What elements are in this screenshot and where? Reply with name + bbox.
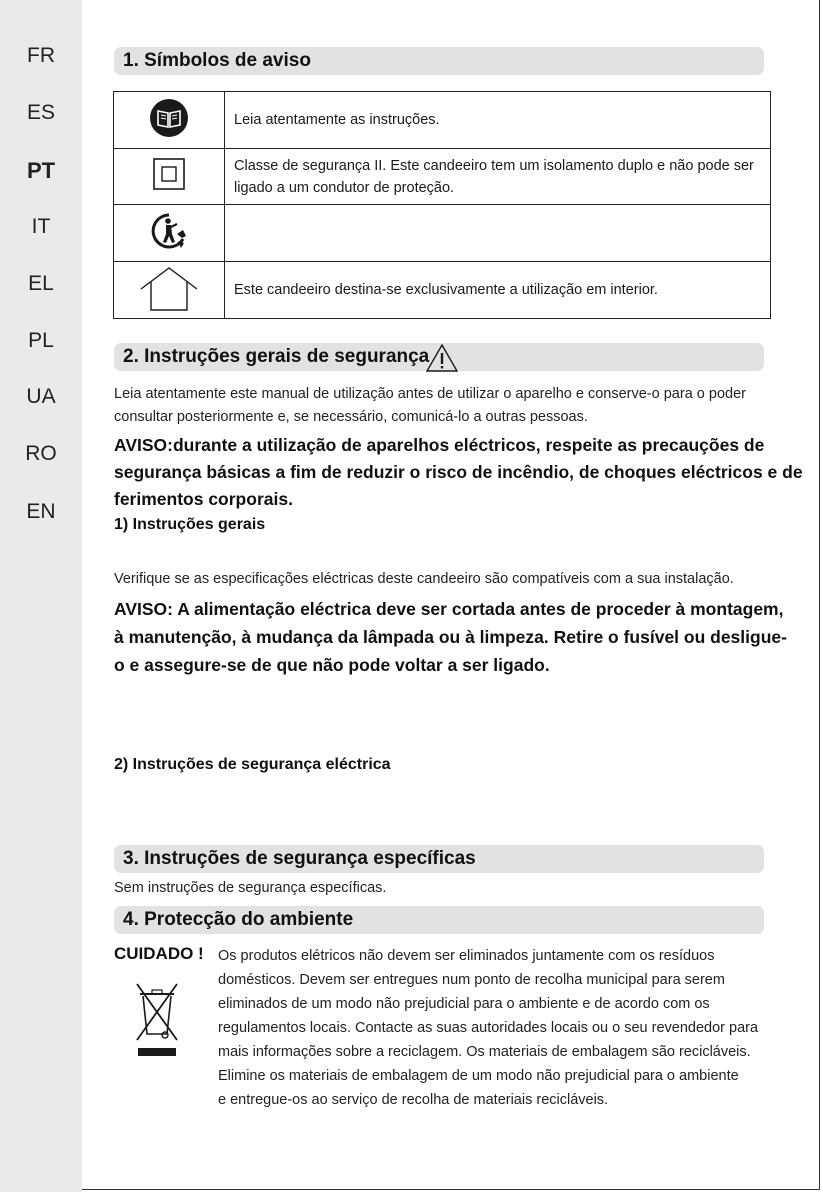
aviso-line: AVISO: A alimentação eléctrica deve ser cortada antes de proceder à montagem, xyxy=(114,599,784,619)
lang-pl[interactable]: PL xyxy=(28,329,54,352)
symbol-text: Este candeeiro destina-se exclusivamente a utilização em interior. xyxy=(225,262,771,319)
symbol-text xyxy=(225,205,771,262)
warning-line: segurança básicas a fim de reduzir o risco de incêndio, de choques eléctricos e de xyxy=(114,462,803,482)
env-line: domésticos. Devem ser entregues num ponto de recolha municipal para serem xyxy=(218,972,725,988)
section3-text: Sem instruções de segurança específicas. xyxy=(114,880,387,896)
aviso-line: à manutenção, à mudança da lâmpada ou à limpeza. Retire o fusível ou desligue- xyxy=(114,627,787,647)
warning-triangle-icon xyxy=(425,343,459,373)
caution-label: CUIDADO ! xyxy=(114,944,204,963)
symbol-text: Classe de segurança II. Este candeeiro tem um isolamento duplo e não pode ser ligado a um condutor de proteção. xyxy=(225,149,771,205)
symbol-icon-cell xyxy=(114,92,225,149)
language-sidebar xyxy=(0,0,82,1192)
warning-line: ferimentos corporais. xyxy=(114,489,293,509)
recycling-person-icon xyxy=(149,212,189,250)
symbol-row xyxy=(114,92,771,149)
env-line: mais informações sobre a reciclagem. Os materiais de embalagem são recicláveis. xyxy=(218,1044,751,1060)
symbol-row xyxy=(114,262,771,319)
lang-pt[interactable]: PT xyxy=(26,158,56,183)
section4-title: 4. Protecção do ambiente xyxy=(114,906,764,934)
symbol-row xyxy=(114,205,771,262)
symbol-icon-cell xyxy=(114,262,225,319)
lang-it[interactable]: IT xyxy=(31,215,51,238)
env-line: Elimine os materiais de embalagem de um modo não prejudicial para o ambiente xyxy=(218,1068,739,1084)
subheading-electrical: 2) Instruções de segurança eléctrica xyxy=(114,756,391,773)
section3-title: 3. Instruções de segurança específicas xyxy=(114,845,764,873)
lang-ua[interactable]: UA xyxy=(26,385,56,408)
lang-en[interactable]: EN xyxy=(26,500,56,523)
lang-el[interactable]: EL xyxy=(28,272,54,295)
class-ii-icon xyxy=(152,157,186,191)
env-line: eliminados de um modo não prejudicial para o ambiente e de acordo com os xyxy=(218,996,710,1012)
warning-line: AVISO:durante a utilização de aparelhos eléctricos, respeite as precauções de xyxy=(114,435,765,455)
symbol-text: Leia atentamente as instruções. xyxy=(225,92,771,149)
symbol-icon-cell xyxy=(114,205,225,262)
lang-fr[interactable]: FR xyxy=(27,44,55,67)
env-line: regulamentos locais. Contacte as suas autoridades locais ou o seu revendedor para xyxy=(218,1020,759,1036)
intro-line: consultar posteriormente e, se necessário, comunicá-lo a outras pessoas. xyxy=(114,409,588,425)
env-line: Os produtos elétricos não devem ser eliminados juntamente com os resíduos xyxy=(218,948,715,964)
section1-title: 1. Símbolos de aviso xyxy=(114,47,764,75)
aviso-line: o e assegure-se de que não pode voltar a ser ligado. xyxy=(114,655,550,675)
lang-es[interactable]: ES xyxy=(26,101,55,124)
house-icon xyxy=(137,265,201,311)
symbol-row xyxy=(114,149,771,205)
intro-line: Leia atentamente este manual de utilização antes de utilizar o aparelho e conserve-o para o poder xyxy=(114,386,746,402)
lang-ro[interactable]: RO xyxy=(25,442,57,465)
section2-title: 2. Instruções gerais de segurança xyxy=(114,343,764,371)
env-line: e entregue-os ao serviço de recolha de materiais recicláveis. xyxy=(218,1092,609,1108)
verify-line: Verifique se as especificações eléctricas deste candeeiro são compatíveis com a sua instalação. xyxy=(114,571,734,587)
weee-bin-icon xyxy=(132,978,182,1058)
subheading-general: 1) Instruções gerais xyxy=(114,516,266,533)
symbol-icon-cell xyxy=(114,149,225,205)
book-icon xyxy=(149,98,189,138)
symbols-table xyxy=(113,91,771,319)
